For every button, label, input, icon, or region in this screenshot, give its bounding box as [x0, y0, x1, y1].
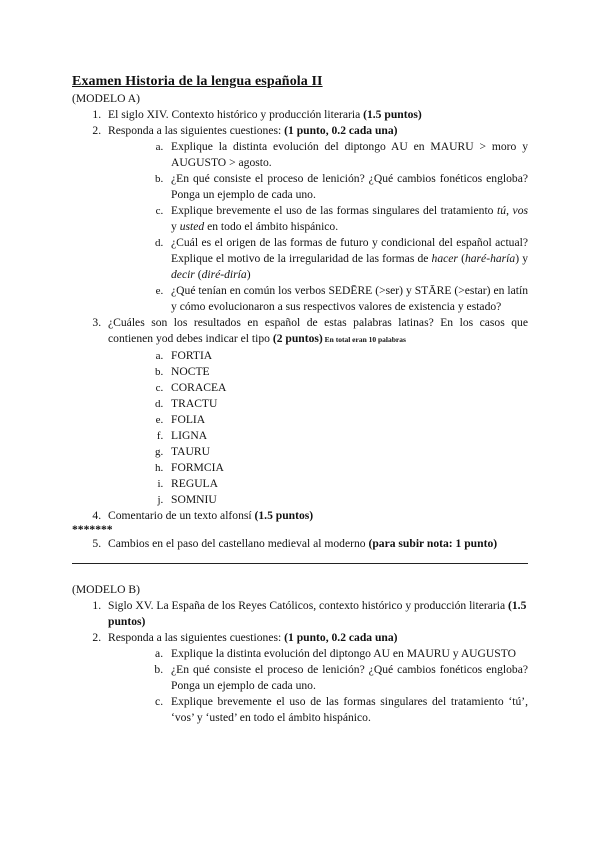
latin-word-item: i. REGULA — [166, 476, 528, 492]
latin-word-item: h. FORMCIA — [166, 460, 528, 476]
question-2-subitems — [108, 139, 528, 315]
latin-word-item: a. FORTIA — [166, 348, 528, 364]
model-b-questions — [72, 598, 528, 726]
latin-word-item: j. SOMNIU — [166, 492, 528, 508]
latin-word-item: b. NOCTE — [166, 364, 528, 380]
question-4: 4. Comentario de un texto alfonsí (1.5 puntos) — [104, 508, 528, 524]
question-3: 3. ¿Cuáles son los resultados en español de estas palabras latinas? En los casos que contienen yod debes indicar el tipo (2 puntos) En total eran 10 palabras a. FORTIA b. NOCTE c. CORACEA d. TRACTU e. FOLIA f. LIGNA g. TAURU h. FORMCIA i. REGULA j. SOMNIU — [104, 315, 528, 508]
subquestion-d: d. ¿Cuál es el origen de las formas de futuro y condicional del español actual? Explique el motivo de la irregularidad de las formas de hacer (haré-haría) y decir (diré-diría) — [166, 235, 528, 283]
subquestion-b: b. ¿En qué consiste el proceso de lenición? ¿Qué cambios fonéticos engloba? Ponga un ejemplo de cada uno. — [166, 171, 528, 203]
latin-word-item: d. TRACTU — [166, 396, 528, 412]
latin-word-list — [108, 348, 528, 508]
latin-word-item: c. CORACEA — [166, 380, 528, 396]
subquestion-c: c. Explique brevemente el uso de las formas singulares del tratamiento ‘tú’, ‘vos’ y ‘usted’ en todo el ámbito hispánico. — [166, 694, 528, 726]
model-a-questions — [72, 107, 528, 524]
model-a-bonus — [72, 536, 528, 552]
question-1: 1. El siglo XIV. Contexto histórico y producción literaria (1.5 puntos) — [104, 107, 528, 123]
question-1: 1. Siglo XV. La España de los Reyes Católicos, contexto histórico y producción literaria (1.5 puntos) — [104, 598, 528, 630]
subquestion-c: c. Explique brevemente el uso de las formas singulares del tratamiento tú, vos y usted en todo el ámbito hispánico. — [166, 203, 528, 235]
model-a-label: (MODELO A) — [72, 92, 140, 105]
question-2: 2. Responda a las siguientes cuestiones: (1 punto, 0.2 cada una) a. Explique la distinta evolución del diptongo AU en MAURU y AUGUSTO b. ¿En qué consiste el proceso de lenición? ¿Qué cambios fonéticos engloba? Ponga un ejemplo de cada uno. c. Explique brevemente el uso de las formas singulares del tratamiento ‘tú’, ‘vos’ y ‘usted’ en todo el ámbito hispánico. — [104, 630, 528, 726]
exam-document — [72, 73, 528, 726]
question-3-note: En total eran 10 palabras — [322, 335, 406, 344]
latin-word-item: g. TAURU — [166, 444, 528, 460]
question-2-subitems — [108, 646, 528, 726]
latin-word-item: e. FOLIA — [166, 412, 528, 428]
horizontal-rule — [72, 563, 528, 564]
latin-word-item: f. LIGNA — [166, 428, 528, 444]
exam-title: Examen Historia de la lengua española II — [72, 74, 323, 89]
question-2: 2. Responda a las siguientes cuestiones: (1 punto, 0.2 cada una) a. Explique la distinta evolución del diptongo AU en MAURU > moro y AUGUSTO > agosto. b. ¿En qué consiste el proceso de lenición? ¿Qué cambios fonéticos engloba? Ponga un ejemplo de cada uno. c. Explique brevemente el uso de las formas singulares del tratamiento tú, vos y usted en todo el ámbito hispánico. d. ¿Cuál es el origen de las formas de futuro y condicional del español actual? Explique el motivo de la irregularidad de las formas de hacer (haré-haría) y decir (diré-diría) e. ¿Qué tenían en común los verbos SEDĒRE (>ser) y STĀRE (>estar) en latín y cómo evolucionaron a sus respectivos valores de existencia y estado? — [104, 123, 528, 315]
subquestion-b: b. ¿En qué consiste el proceso de lenición? ¿Qué cambios fonéticos engloba? Ponga un ejemplo de cada uno. — [166, 662, 528, 694]
subquestion-e: e. ¿Qué tenían en común los verbos SEDĒRE (>ser) y STĀRE (>estar) en latín y cómo evolucionaron a sus respectivos valores de existencia y estado? — [166, 283, 528, 315]
subquestion-a: a. Explique la distinta evolución del diptongo AU en MAURU y AUGUSTO — [166, 646, 528, 662]
question-5: 5. Cambios en el paso del castellano medieval al moderno (para subir nota: 1 punto) — [104, 536, 528, 552]
subquestion-a: a. Explique la distinta evolución del diptongo AU en MAURU > moro y AUGUSTO > agosto. — [166, 139, 528, 171]
separator-stars: ******* — [72, 523, 113, 536]
model-b-label: (MODELO B) — [72, 583, 140, 596]
